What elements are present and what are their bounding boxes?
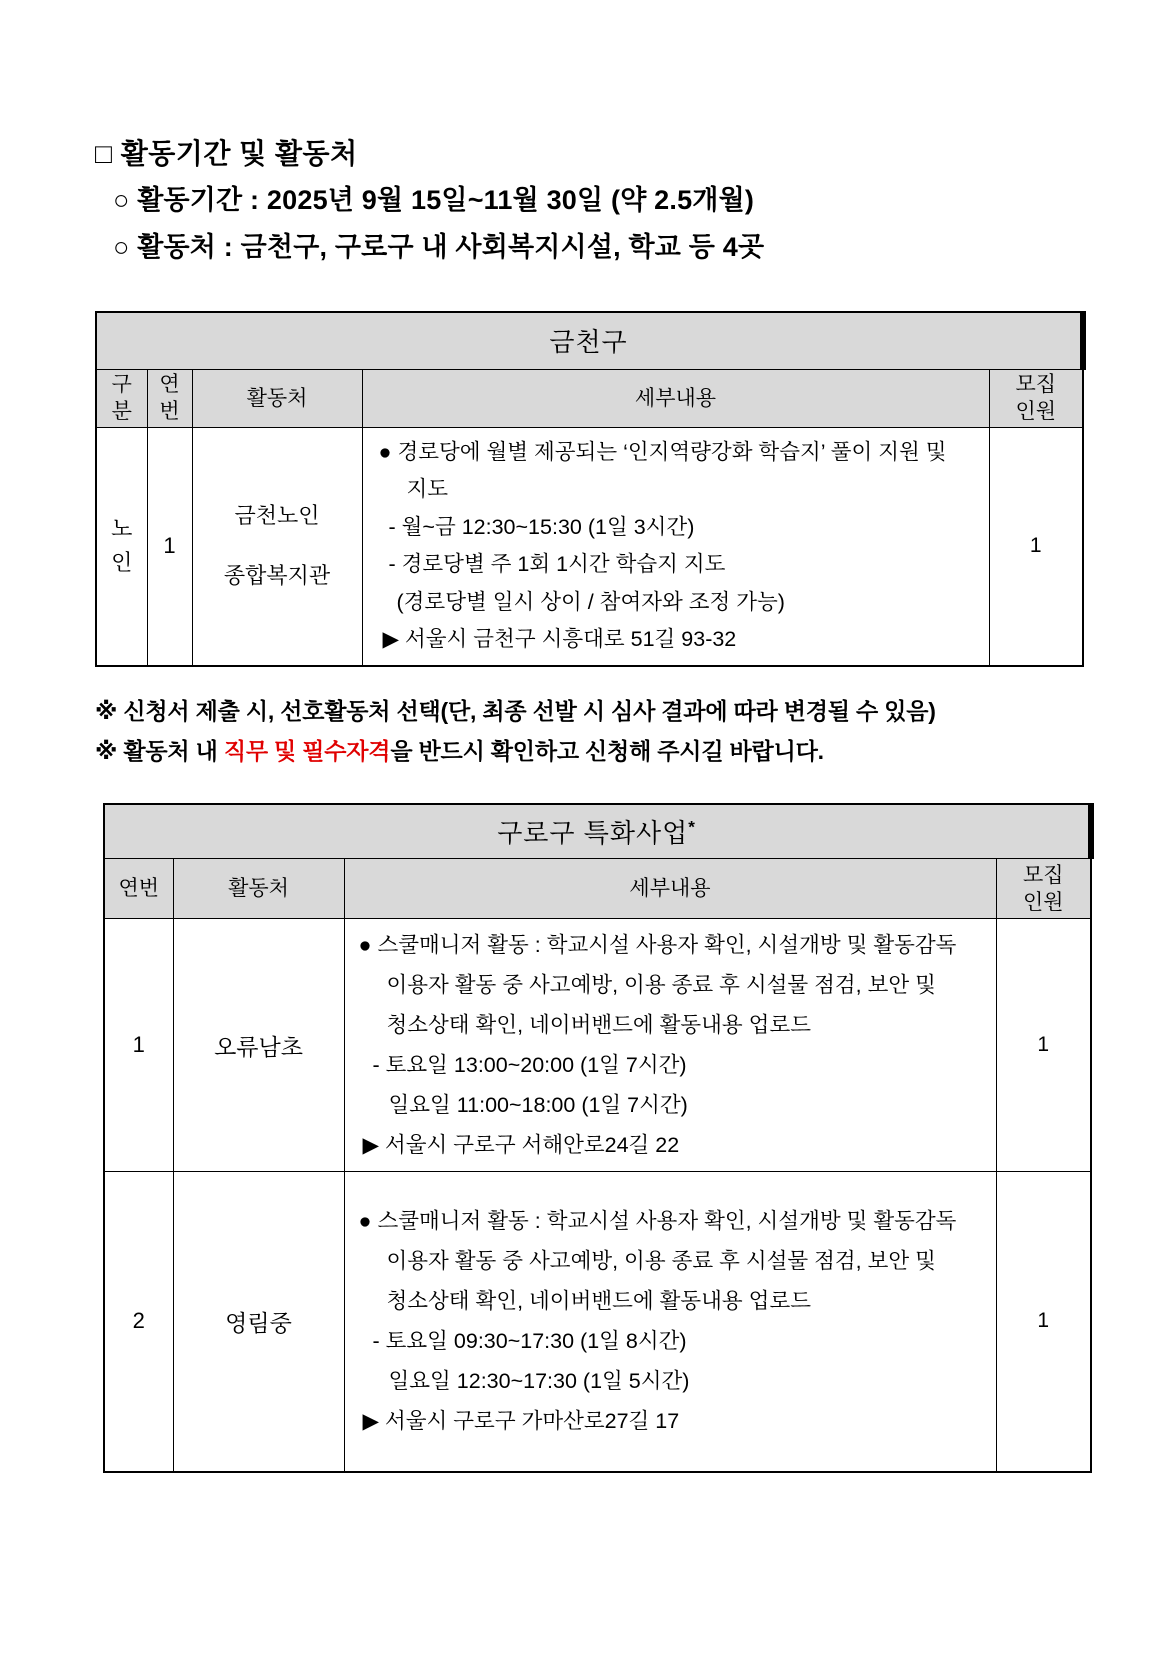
- geumcheon-table-title: 금천구: [96, 312, 1083, 369]
- detail-line: ● 스쿨매니저 활동 : 학교시설 사용자 확인, 시설개방 및 활동감독: [358, 933, 957, 957]
- detail-line: 이용자 활동 중 사고예방, 이용 종료 후 시설물 점검, 보안 및: [386, 973, 936, 997]
- table-row: [104, 919, 1091, 1172]
- col-header-place: 활동처: [173, 859, 344, 919]
- row-no: 1: [104, 919, 173, 1172]
- notes-section: [95, 691, 1170, 771]
- detail-line: ● 스쿨매니저 활동 : 학교시설 사용자 확인, 시설개방 및 활동감독: [358, 1209, 957, 1234]
- col-header-count: 모집 인원: [989, 369, 1083, 427]
- row-count: 1: [996, 1172, 1091, 1472]
- activity-places-line: ○ 활동처 : 금천구, 구로구 내 사회복지시설, 학교 등 4곳: [113, 232, 765, 262]
- col-header-no: 연번: [104, 859, 173, 919]
- section-heading: □ 활동기간 및 활동처: [95, 138, 358, 169]
- detail-line: (경로당별 일시 상이 / 참여자와 조정 가능): [396, 589, 785, 614]
- col-header-place: 활동처: [192, 369, 362, 427]
- qualification-highlight: 직무 및 필수자격: [223, 737, 391, 764]
- row-place: 금천노인 종합복지관: [192, 427, 362, 666]
- row-place: 영림중: [173, 1172, 344, 1472]
- col-header-count: 모집 인원: [996, 859, 1091, 919]
- row-details: [344, 919, 996, 1172]
- detail-line: 일요일 12:30~17:30 (1일 5시간): [388, 1369, 690, 1394]
- detail-line: ▶ 서울시 구로구 가마산로27길 17: [362, 1409, 680, 1434]
- row-details: [344, 1172, 996, 1472]
- guro-header-row: [104, 859, 1091, 919]
- table-row: [96, 427, 1083, 666]
- detail-line: - 경로당별 주 1회 1시간 학습지 지도: [388, 552, 726, 576]
- detail-line: - 토요일 13:00~20:00 (1일 7시간): [372, 1053, 687, 1077]
- detail-line: - 월~금 12:30~15:30 (1일 3시간): [388, 514, 695, 539]
- intro-section: [95, 130, 1170, 271]
- note-preference: ※ 신청서 제출 시, 선호활동처 선택(단, 최종 선발 시 심사 결과에 따라 변경될 수 있음): [95, 697, 936, 724]
- row-place: 오류남초: [173, 919, 344, 1172]
- detail-line: 이용자 활동 중 사고예방, 이용 종료 후 시설물 점검, 보안 및: [386, 1249, 936, 1274]
- detail-line: 지도: [406, 477, 449, 501]
- detail-line: ▶ 서울시 금천구 시흥대로 51길 93-32: [382, 627, 737, 651]
- detail-line: 청소상태 확인, 네이버밴드에 활동내용 업로드: [386, 1013, 811, 1037]
- col-header-no: 연 번: [147, 369, 192, 427]
- col-header-details: 세부내용: [344, 859, 996, 919]
- detail-line: ● 경로당에 월별 제공되는 ‘인지역량강화 학습지’ 풀이 지원 및: [378, 439, 947, 464]
- row-no: 1: [147, 427, 192, 666]
- table-row: [104, 1172, 1091, 1472]
- row-count: 1: [989, 427, 1083, 666]
- detail-line: 일요일 11:00~18:00 (1일 7시간): [388, 1093, 688, 1117]
- geumcheon-header-row: [96, 369, 1083, 427]
- row-count: 1: [996, 919, 1091, 1172]
- row-details: [362, 427, 989, 666]
- row-no: 2: [104, 1172, 173, 1472]
- title-asterisk: *: [688, 817, 696, 837]
- geumcheon-title-row: [96, 312, 1083, 369]
- note-qualification: ※ 활동처 내 직무 및 필수자격을 반드시 확인하고 신청해 주시길 바랍니다.: [95, 737, 824, 764]
- col-header-category: 구 분: [96, 369, 147, 427]
- activity-period-line: ○ 활동기간 : 2025년 9월 15일~11월 30일 (약 2.5개월): [113, 185, 755, 215]
- guro-table-title: 구로구 특화사업*: [104, 804, 1091, 859]
- detail-line: - 토요일 09:30~17:30 (1일 8시간): [372, 1329, 687, 1354]
- guro-table: [103, 803, 1094, 1473]
- geumcheon-table: [95, 311, 1086, 667]
- guro-title-row: [104, 804, 1091, 859]
- detail-line: ▶ 서울시 구로구 서해안로24길 22: [362, 1133, 680, 1157]
- detail-line: 청소상태 확인, 네이버밴드에 활동내용 업로드: [386, 1289, 811, 1314]
- col-header-details: 세부내용: [362, 369, 989, 427]
- row-category: 노 인: [96, 427, 147, 666]
